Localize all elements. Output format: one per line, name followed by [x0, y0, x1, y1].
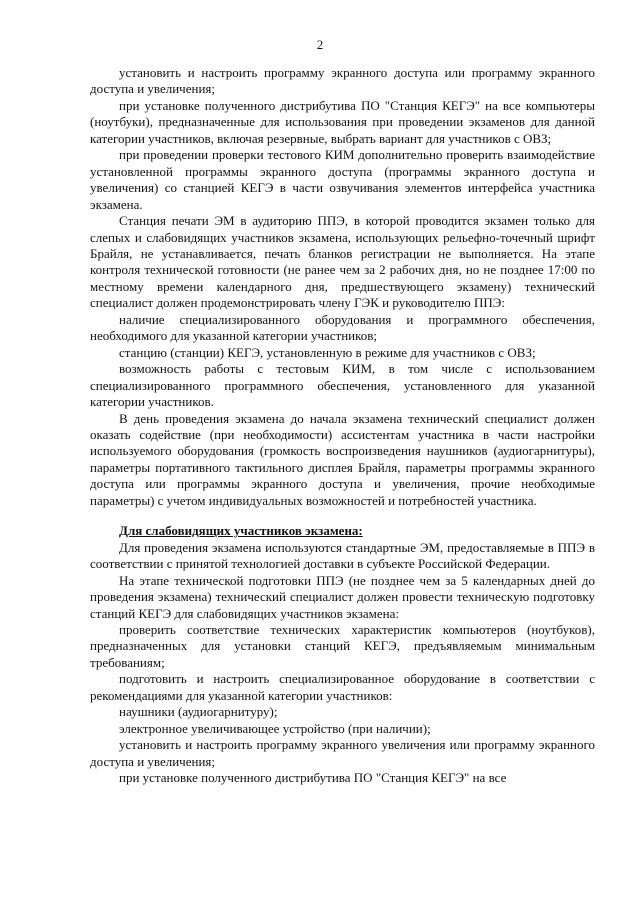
- paragraph: установить и настроить программу экранного доступа или программу экранного доступа и увеличения;: [90, 65, 595, 97]
- paragraph: при проведении проверки тестового КИМ дополнительно проверить взаимодействие установленной программы экранного доступа (программы экранного доступа и увеличения) со станцией КЕГЭ в части озвучивания элементов интерфейса участника экзамена.: [90, 147, 595, 212]
- paragraph: возможность работы с тестовым КИМ, в том числе с использованием специализированного программного обеспечения, установленного для указанной категории участников.: [90, 361, 595, 410]
- paragraph: наушники (аудиогарнитуру);: [119, 704, 278, 720]
- paragraph: станцию (станции) КЕГЭ, установленную в режиме для участников с ОВЗ;: [119, 344, 536, 360]
- paragraph: В день проведения экзамена до начала экзамена технический специалист должен оказать содействие (при необходимости) ассистентам участника в части настройки используемого оборудования (громкость воспроизведения наушников (аудиогарнитуры), параметры портативного тактильного дисплея Брайля, параметры программы экранного доступа или программы экранного доступа и увеличения, прочие необходимые параметры) с учетом индивидуальных возможностей и потребностей участника.: [90, 410, 595, 508]
- page-number: 2: [316, 37, 324, 52]
- paragraph: при установке полученного дистрибутива ПО "Станция КЕГЭ" на все: [119, 770, 507, 786]
- paragraph: На этапе технической подготовки ППЭ (не позднее чем за 5 календарных дней до проведения экзамена) технический специалист должен провести техническую подготовку станций КЕГЭ для слабовидящих участников экзамена:: [90, 572, 595, 621]
- paragraph: установить и настроить программу экранного увеличения или программу экранного доступа и увеличения;: [90, 737, 595, 769]
- paragraph: подготовить и настроить специализированное оборудование в соответствии с рекомендациями для указанной категории участников:: [90, 671, 595, 703]
- paragraph: наличие специализированного оборудования и программного обеспечения, необходимого для указанной категории участников;: [90, 311, 595, 344]
- paragraph: Для проведения экзамена используются стандартные ЭМ, предоставляемые в ППЭ в соответствии с принятой технологией доставки в субъекте Российской Федерации.: [90, 539, 595, 572]
- section-heading: Для слабовидящих участников экзамена:: [119, 523, 363, 539]
- paragraph: электронное увеличивающее устройство (при наличии);: [119, 720, 431, 736]
- paragraph: при установке полученного дистрибутива ПО "Станция КЕГЭ" на все компьютеры (ноутбуки), предназначенные для использования при проведении экзаменов для данной категории участников, включая резервные, выбрать вариант для участников с ОВЗ;: [90, 97, 595, 146]
- paragraph: проверить соответствие технических характеристик компьютеров (ноутбуков), предназначенных для установки станций КЕГЭ, предъявляемым минимальным требованиям;: [90, 621, 595, 670]
- document-body: [90, 65, 595, 786]
- paragraph: Станция печати ЭМ в аудиторию ППЭ, в которой проводится экзамен только для слепых и слабовидящих участников экзамена, использующих рельефно-точечный шрифт Брайля, не устанавливается, печать бланков регистрации не выполняется. На этапе контроля технической готовности (не ранее чем за 2 рабочих дня, но не позднее 17:00 по местному времени календарного дня, предшествующего экзамену) технический специалист должен продемонстрировать члену ГЭК и руководителю ППЭ:: [90, 213, 595, 311]
